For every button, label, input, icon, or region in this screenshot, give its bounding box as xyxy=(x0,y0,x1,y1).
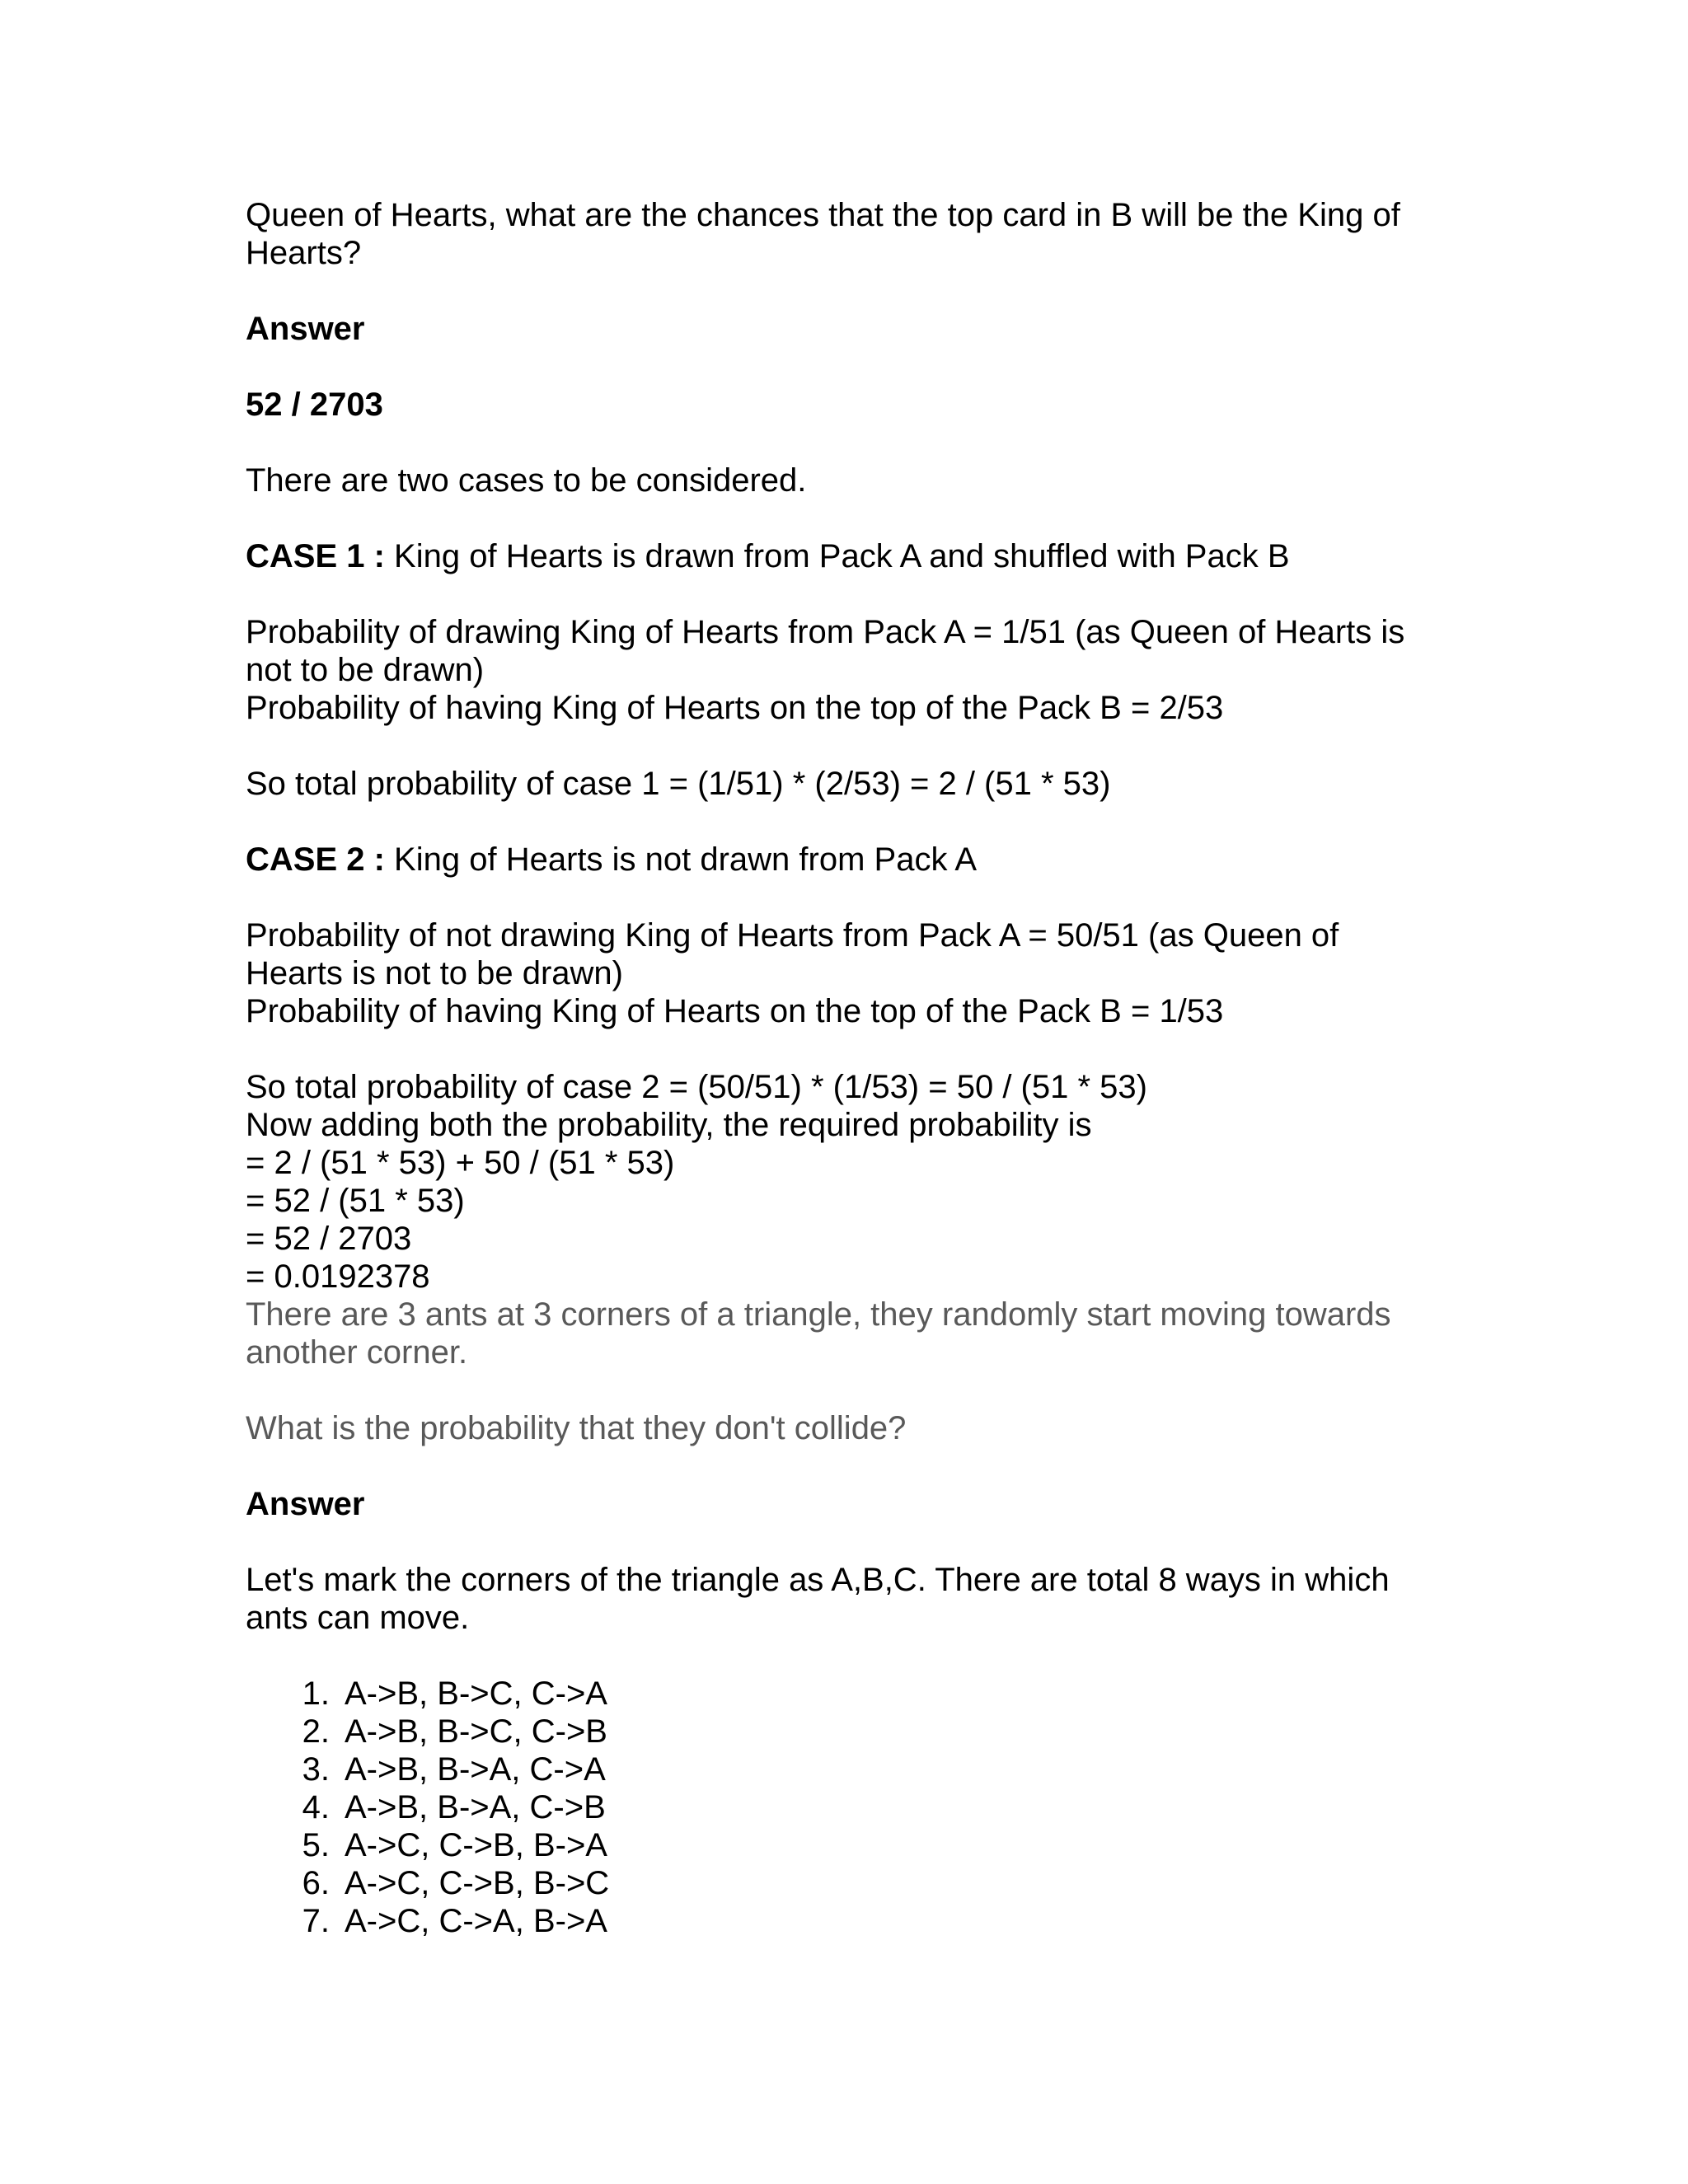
list-item-number: 4. xyxy=(302,1789,330,1825)
case1-label: CASE 1 : xyxy=(246,538,385,574)
answer-result: 52 / 2703 xyxy=(246,387,383,423)
case1-title xyxy=(246,537,1432,575)
sum-line-3: = 52 / (51 * 53) xyxy=(246,1183,465,1219)
case2-total: So total probability of case 2 = (50/51) * (1/53) = 50 / (51 * 53) xyxy=(246,1069,1147,1105)
list-item-number: 6. xyxy=(302,1865,330,1901)
sum-line-4: = 52 / 2703 xyxy=(246,1221,412,1257)
intro-line-1: Queen of Hearts, what are the chances that the top card in B will be the King of xyxy=(246,197,1400,233)
question2-line-1: There are 3 ants at 3 corners of a triangle, they randomly start moving towards xyxy=(246,1296,1391,1333)
case1-prob1-line-2: not to be drawn) xyxy=(246,652,485,688)
question2-line-2: another corner. xyxy=(246,1334,468,1371)
list-item xyxy=(246,1750,1432,1788)
cases-intro: There are two cases to be considered. xyxy=(246,462,807,499)
case1-total: So total probability of case 1 = (1/51) * (2/53) = 2 / (51 * 53) xyxy=(246,766,1111,802)
case2-prob1-line-2: Hearts is not to be drawn) xyxy=(246,955,623,991)
list-item-number: 7. xyxy=(302,1903,330,1939)
sum-line-5: = 0.0192378 xyxy=(246,1258,430,1295)
sum-line-2: = 2 / (51 * 53) + 50 / (51 * 53) xyxy=(246,1145,675,1181)
case1-text: King of Hearts is drawn from Pack A and shuffled with Pack B xyxy=(384,538,1290,574)
list-item-text: A->B, B->A, C->A xyxy=(345,1751,606,1788)
list-item xyxy=(246,1788,1432,1826)
case2-label: CASE 2 : xyxy=(246,841,385,878)
list-item-text: A->C, C->A, B->A xyxy=(345,1903,607,1939)
list-item-number: 1. xyxy=(302,1675,330,1712)
list-item xyxy=(246,1713,1432,1750)
sum-line-1: Now adding both the probability, the required probability is xyxy=(246,1107,1092,1143)
list-item-number: 2. xyxy=(302,1713,330,1750)
document-page xyxy=(246,196,1432,1940)
case2-prob1-line-1: Probability of not drawing King of Hearts from Pack A = 50/51 (as Queen of xyxy=(246,917,1339,954)
list-item-text: A->C, C->B, B->A xyxy=(345,1827,607,1863)
list-item-text: A->B, B->C, C->B xyxy=(345,1713,607,1750)
list-item-text: A->C, C->B, B->C xyxy=(345,1865,610,1901)
list-item-text: A->B, B->C, C->A xyxy=(345,1675,607,1712)
answer2-line-1: Let's mark the corners of the triangle as A,B,C. There are total 8 ways in which xyxy=(246,1562,1390,1598)
case1-prob1-line-1: Probability of drawing King of Hearts from Pack A = 1/51 (as Queen of Hearts is xyxy=(246,614,1405,650)
moves-list xyxy=(246,1675,1432,1940)
list-item-number: 3. xyxy=(302,1751,330,1788)
list-item xyxy=(246,1902,1432,1940)
case1-prob2: Probability of having King of Hearts on the top of the Pack B = 2/53 xyxy=(246,690,1224,726)
answer2-heading: Answer xyxy=(246,1486,365,1522)
case2-title xyxy=(246,841,1432,879)
answer-heading: Answer xyxy=(246,311,365,347)
case2-text: King of Hearts is not drawn from Pack A xyxy=(384,841,978,878)
list-item xyxy=(246,1864,1432,1902)
list-item-number: 5. xyxy=(302,1827,330,1863)
list-item-text: A->B, B->A, C->B xyxy=(345,1789,606,1825)
intro-line-2: Hearts? xyxy=(246,235,362,271)
question2-ask: What is the probability that they don't collide? xyxy=(246,1410,907,1446)
list-item xyxy=(246,1675,1432,1713)
list-item xyxy=(246,1826,1432,1864)
answer2-line-2: ants can move. xyxy=(246,1600,470,1636)
case2-prob2: Probability of having King of Hearts on the top of the Pack B = 1/53 xyxy=(246,993,1224,1029)
